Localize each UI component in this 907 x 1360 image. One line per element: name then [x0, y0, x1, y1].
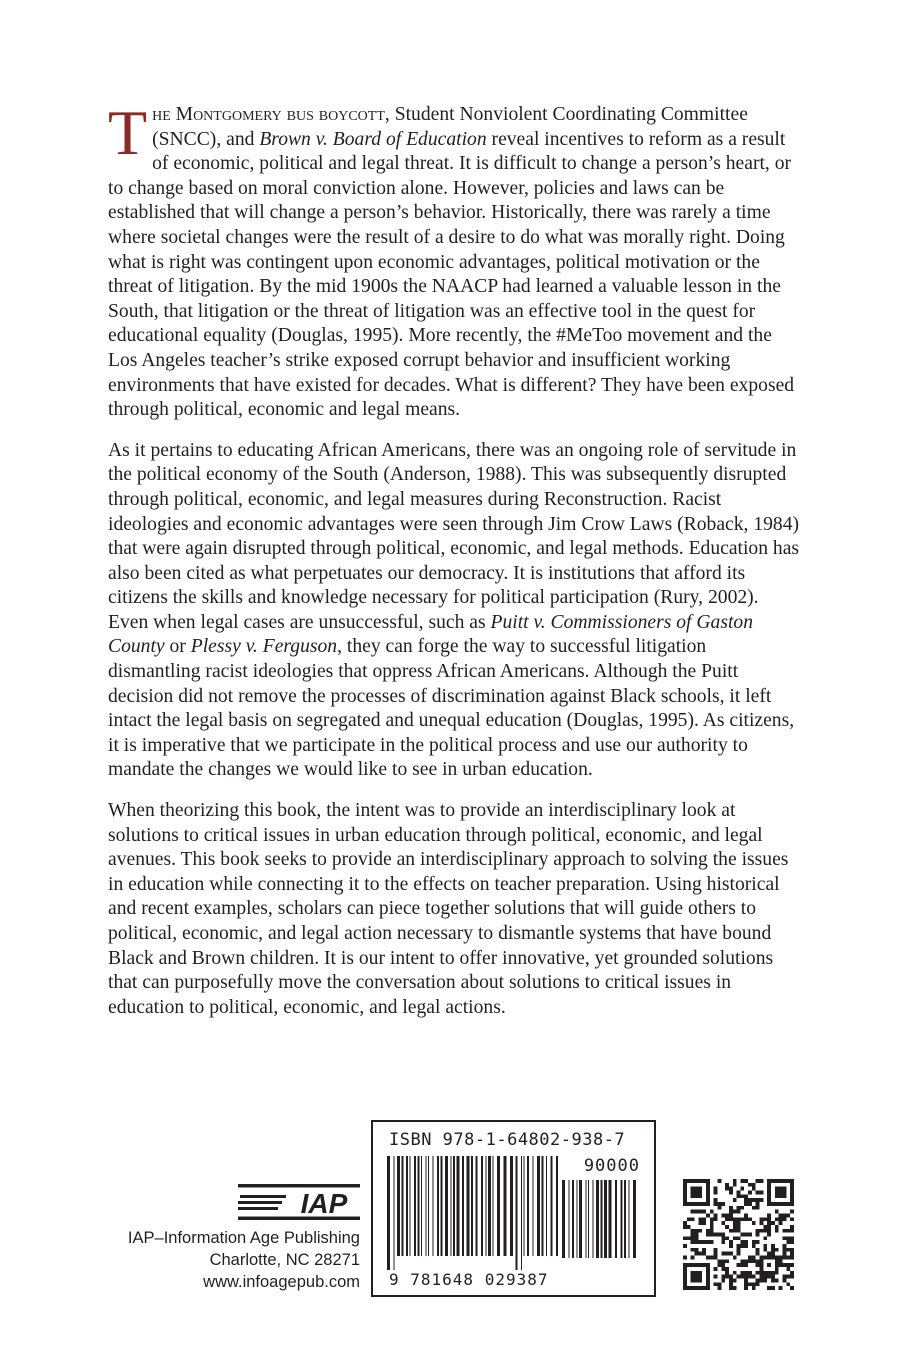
paragraph-3 — [108, 799, 800, 1020]
price-barcode-bars — [562, 1180, 640, 1272]
case-title: Brown v. Board of Education — [259, 128, 487, 150]
paragraph-text: or — [164, 636, 191, 658]
price-code: 90000 — [583, 1156, 640, 1176]
isbn-label: ISBN 978-1-64802-938-7 — [389, 1130, 626, 1150]
case-title: Plessy v. Ferguson — [190, 636, 338, 658]
paragraph-text: , they can forge the way to successful litigation dismantling racist ideologies that oppress African Americans. Although the Puitt decision did not remove the processes of discrimination against Black schools, it left intact the legal basis on segregated and unequal education (Douglas, 1995). As citizens, it is imperative that we participate in the political process and use our authority to mandate the changes we would like to see in urban education. — [108, 636, 795, 781]
paragraph-text: When theorizing this book, the intent was to provide an interdisciplinary look at solutions to critical issues in urban education through political, economic, and legal avenues. This book seeks to provide an interdisciplinary approach to solving the issues in education while connecting it to the effects on teacher preparation. Using historical and recent examples, scholars can piece together solutions that will guide others to political, economic, and legal action necessary to dismantle systems that have bound Black and Brown children. It is our intent to offer innovative, yet grounded solutions that can purposefully move the conversation about solutions to critical issues in education to political, economic, and legal actions. — [108, 800, 789, 1018]
paragraph-text: , Student Nonviolent Coordinating Committee (SNCC), and — [152, 104, 748, 150]
barcode-bars — [387, 1156, 559, 1270]
paragraph-lead-in: he Montgomery bus boycott — [152, 104, 385, 125]
paragraph-text: reveal incentives to reform as a result of economic, political and legal threat. It is difficult to change a person’s heart, or to change based on moral conviction alone. However, policies and laws can be established that will change a person’s behavior. Historically, there was rarely a time where societal changes were the result of a desire to do what was morally right. Doing what is right was contingent upon economic advantages, political motivation or the threat of litigation. By the mid 1900s the NAACP had learned a valuable lesson in the South, that litigation or the threat of litigation was an effective tool in the quest for educational equality (Douglas, 1995). More recently, the #MeToo movement and the Los Angeles teacher’s strike exposed corrupt behavior and insufficient working environments that have existed for decades. What is different? They have been exposed through political, economic and legal means. — [108, 128, 795, 421]
paragraph-2 — [108, 439, 800, 783]
ean-digits: 9 781648 029387 — [389, 1270, 549, 1289]
publisher-name: IAP–Information Age Publishing — [127, 1229, 360, 1247]
publisher-block — [127, 1170, 360, 1300]
cover-body-text — [108, 97, 800, 1036]
iap-logo — [238, 1184, 360, 1220]
publisher-address — [128, 1227, 360, 1293]
paragraph-text: As it pertains to educating African Americans, there was an ongoing role of servitude in the political economy of the South (Anderson, 1988). This was subsequently disrupted through political, economic, and legal measures during Reconstruction. Racist ideologies and economic advantages were seen through Jim Crow Laws (Roback, 1984) that were again disrupted through political, economic, and legal methods. Education has also been cited as what perpetuates our democracy. It is institutions that afford its citizens the skills and knowledge necessary for political participation (Rury, 2002). Even when legal cases are unsuccessful, such as — [108, 439, 800, 633]
publisher-city: Charlotte, NC 28271 — [209, 1251, 360, 1269]
publisher-url: www.infoagepub.com — [203, 1273, 360, 1291]
qr-code-icon — [683, 1179, 794, 1290]
paragraph-1 — [108, 97, 800, 423]
isbn-barcode — [371, 1120, 656, 1297]
case-title: Puitt v. Commissioners of Gaston County — [108, 611, 754, 658]
iap-logo-text: IAP — [300, 1188, 348, 1219]
drop-cap: T — [108, 97, 148, 168]
